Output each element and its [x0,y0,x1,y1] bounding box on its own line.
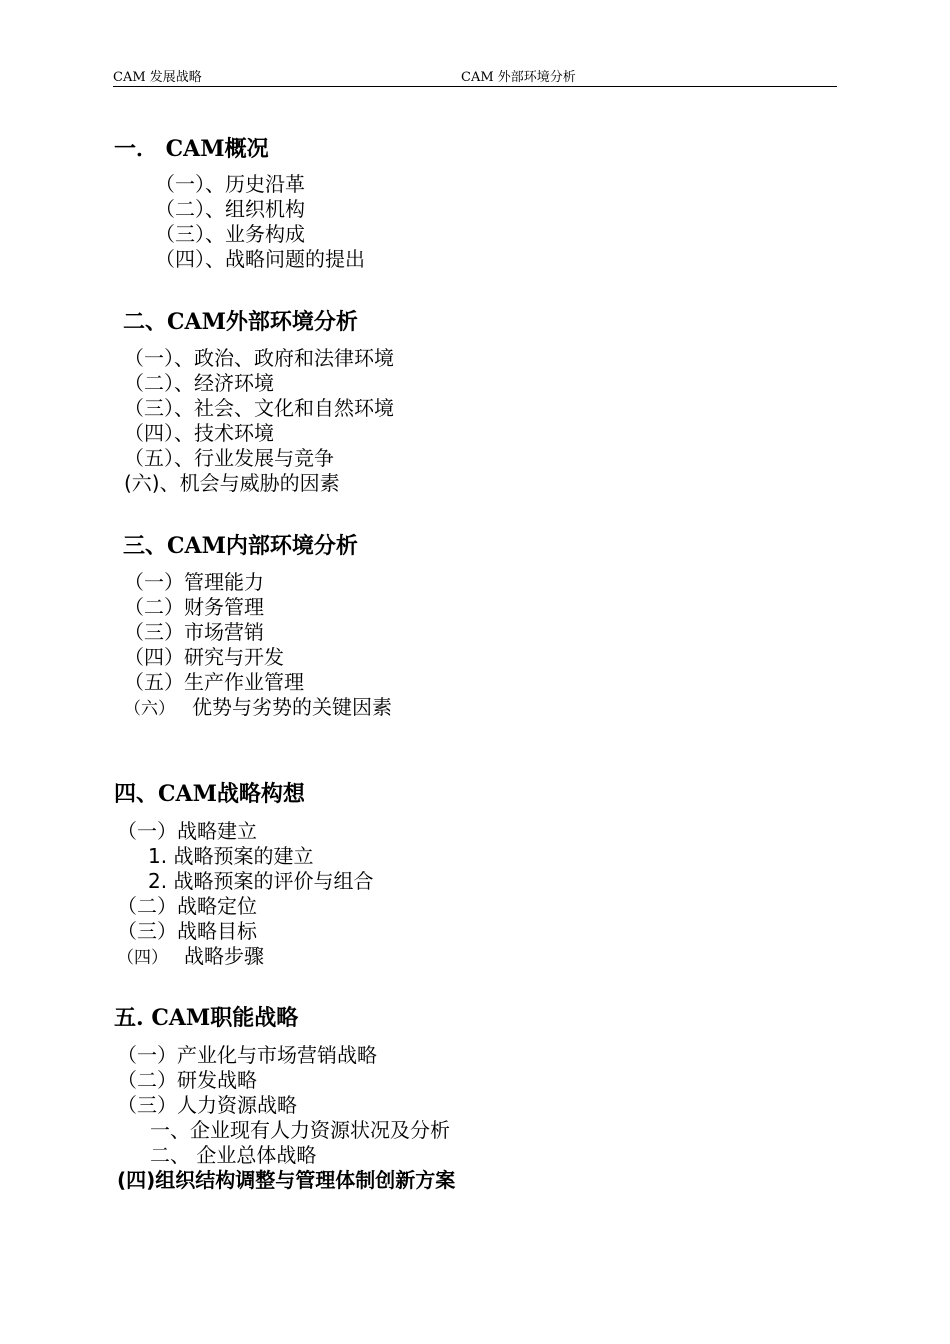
section-5-item-4: (四)组织结构调整与管理体制创新方案 [117,1168,456,1192]
section-2-item-1: （一）、政治、政府和法律环境 [124,346,394,370]
section-4-title: 四、CAM战略构想 [114,781,305,807]
section-2-item-5: （五）、行业发展与竞争 [124,446,334,470]
section-4-item-4-label: 战略步骤 [184,944,264,968]
section-1-item-3: （三）、业务构成 [155,222,305,246]
section-1-title: 一． CAM概况 [114,136,269,162]
section-5-item-3: （三）人力资源战略 [117,1093,297,1117]
section-5-item-1: （一）产业化与市场营销战略 [117,1043,377,1067]
section-3-item-6-number: （六） [124,699,175,719]
section-1-item-4: （四）、战略问题的提出 [155,247,365,271]
section-4-item-3: （三）战略目标 [117,919,257,943]
section-2-title: 二、CAM外部环境分析 [123,309,358,335]
section-3-item-1: （一）管理能力 [124,570,264,594]
section-4-item-4-number: （四） [117,948,168,968]
section-2-item-4: （四）、技术环境 [124,421,274,445]
section-4-item-2: （二）战略定位 [117,894,257,918]
section-3-item-5: （五）生产作业管理 [124,670,304,694]
section-5-subitem-1: 一、企业现有人力资源状况及分析 [150,1118,450,1142]
section-2-item-6: (六)、机会与威胁的因素 [124,471,340,495]
section-4-subitem-2: 2. 战略预案的评价与组合 [148,869,374,893]
section-3-item-3: （三）市场营销 [124,620,264,644]
section-4-subitem-1: 1. 战略预案的建立 [148,844,314,868]
header-center-text: CAM 外部环境分析 [461,70,576,85]
section-5-subitem-2: 二、 企业总体战略 [150,1143,317,1167]
section-1-item-1: （一）、历史沿革 [155,172,305,196]
section-1-item-2: （二）、组织机构 [155,197,305,221]
section-3-item-4: （四）研究与开发 [124,645,284,669]
page-header [113,66,837,87]
section-4-item-1: （一）战略建立 [117,819,257,843]
section-5-item-2: （二）研发战略 [117,1068,257,1092]
section-5-title: 五. CAM职能战略 [114,1005,299,1031]
section-2-item-3: （三）、社会、文化和自然环境 [124,396,394,420]
section-3-item-2: （二）财务管理 [124,595,264,619]
section-3-title: 三、CAM内部环境分析 [123,533,358,559]
header-left-text: CAM 发展战略 [113,70,202,85]
section-2-item-2: （二）、经济环境 [124,371,274,395]
section-3-item-6-label: 优势与劣势的关键因素 [192,695,392,719]
